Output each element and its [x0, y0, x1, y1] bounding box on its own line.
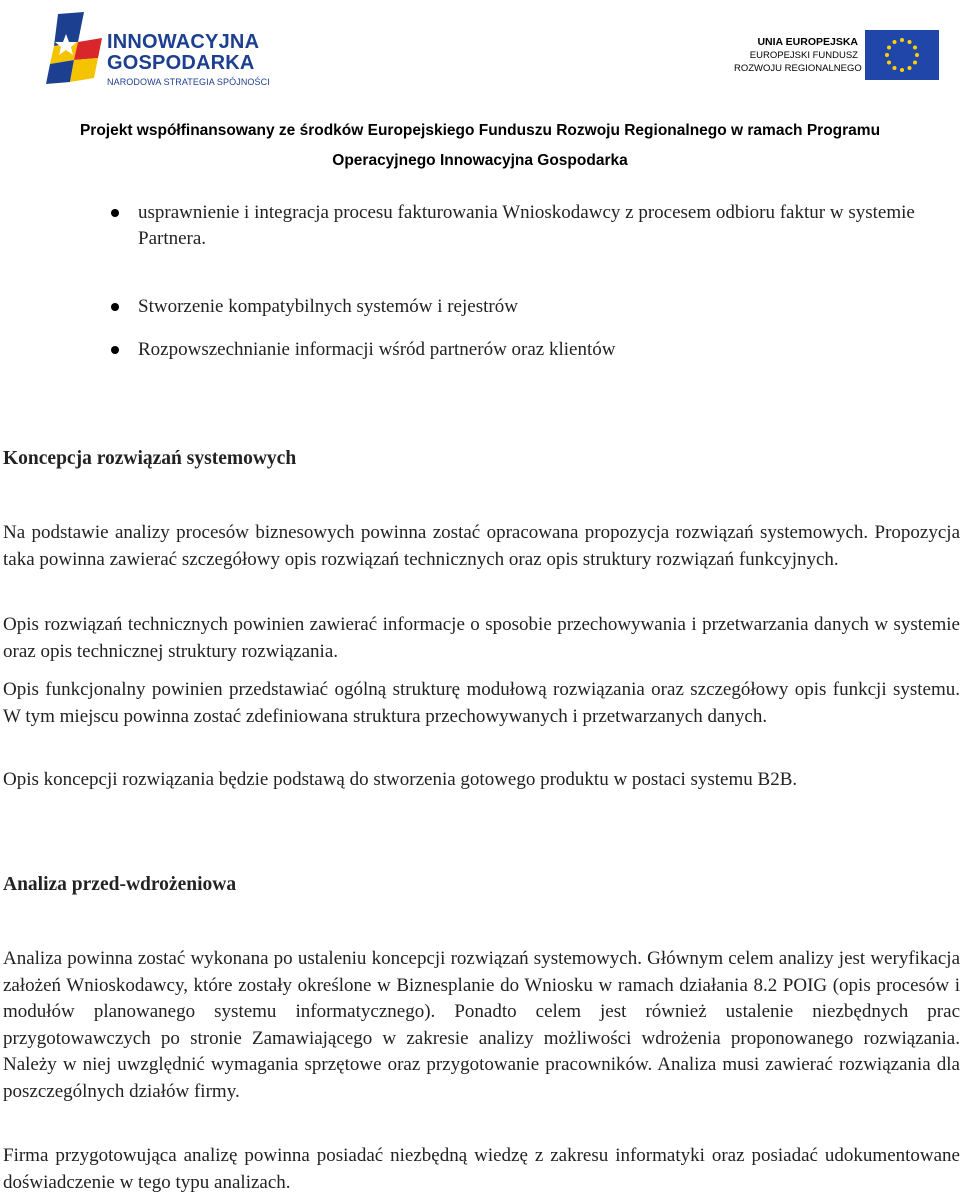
project-funding-line-2: Operacyjnego Innowacyjna Gospodarka	[332, 152, 628, 169]
list-item: Rozpowszechnianie informacji wśród partnerów oraz klientów	[138, 337, 938, 363]
paragraph: Na podstawie analizy procesów biznesowych powinna zostać opracowana propozycja rozwiązań systemowych. Propozycja taka powinna zawierać szczegółowy opis rozwiązań technicznych oraz opis struktury rozwiązań funkcyjnych.	[3, 522, 960, 570]
paragraph: Opis koncepcji rozwiązania będzie podstawą do stworzenia gotowego produktu w postaci systemu B2B.	[3, 769, 798, 790]
eu-logo-line-3: ROZWOJU REGIONALNEGO	[734, 63, 862, 74]
eu-logo-line-1: UNIA EUROPEJSKA	[757, 36, 858, 48]
innowacyjna-gospodarka-emblem-icon	[44, 12, 104, 84]
project-funding-line-1: Projekt współfinansowany ze środków Europejskiego Funduszu Rozwoju Regionalnego w ramach Programu	[79, 122, 881, 139]
logo-line-2: GOSPODARKA	[107, 52, 255, 74]
section-heading-koncepcja: Koncepcja rozwiązań systemowych	[3, 448, 297, 469]
innowacyjna-gospodarka-logo	[44, 12, 274, 90]
paragraph: Firma przygotowująca analizę powinna posiadać niezbędną wiedzę z zakresu informatyki oraz posiadać udokumentowane doświadczenie w tego typu analizach.	[3, 1145, 960, 1193]
eu-logo	[734, 30, 940, 82]
logo-line-3: NARODOWA STRATEGIA SPÓJNOŚCI	[107, 77, 270, 87]
eu-logo-text	[734, 36, 862, 75]
eu-logo-line-2: EUROPEJSKI FUNDUSZ	[749, 50, 858, 61]
paragraph: Opis rozwiązań technicznych powinien zawierać informacje o sposobie przechowywania i przetwarzania danych w systemie oraz opis technicznej struktury rozwiązania.	[3, 614, 960, 662]
paragraph: Opis funkcjonalny powinien przedstawiać ogólną strukturę modułową rozwiązania oraz szczegółowy opis funkcji systemu. W tym miejscu powinna zostać zdefiniowana struktura przechowywanych i przetwarzanych danych.	[3, 679, 960, 727]
section-heading-analiza: Analiza przed-wdrożeniowa	[3, 874, 237, 895]
logo-line-1: INNOWACYJNA	[107, 31, 260, 53]
paragraph: Analiza powinna zostać wykonana po ustaleniu koncepcji rozwiązań systemowych. Głównym celem analizy jest weryfikacja założeń Wnioskodawcy, które zostały określone w Biznesplanie do Wniosku w ramach działania 8.2 POIG (opis procesów i modułów planowanego systemu informatycznego). Ponadto celem jest również ustalenie niezbędnych prac przygotowawczych po stronie Zamawiającego w zakresie analizy możliwości wdrożenia proponowanego rozwiązania. Należy w niej uwzględnić wymagania sprzętowe oraz przygotowanie pracowników. Analiza musi zawierać rozwiązania dla poszczególnych działów firmy.	[3, 948, 960, 1102]
list-item: Stworzenie kompatybilnych systemów i rejestrów	[138, 294, 938, 320]
list-item: usprawnienie i integracja procesu fakturowania Wnioskodawcy z procesem odbioru faktur w systemie Partnera.	[138, 200, 938, 252]
eu-flag-icon	[865, 30, 939, 80]
